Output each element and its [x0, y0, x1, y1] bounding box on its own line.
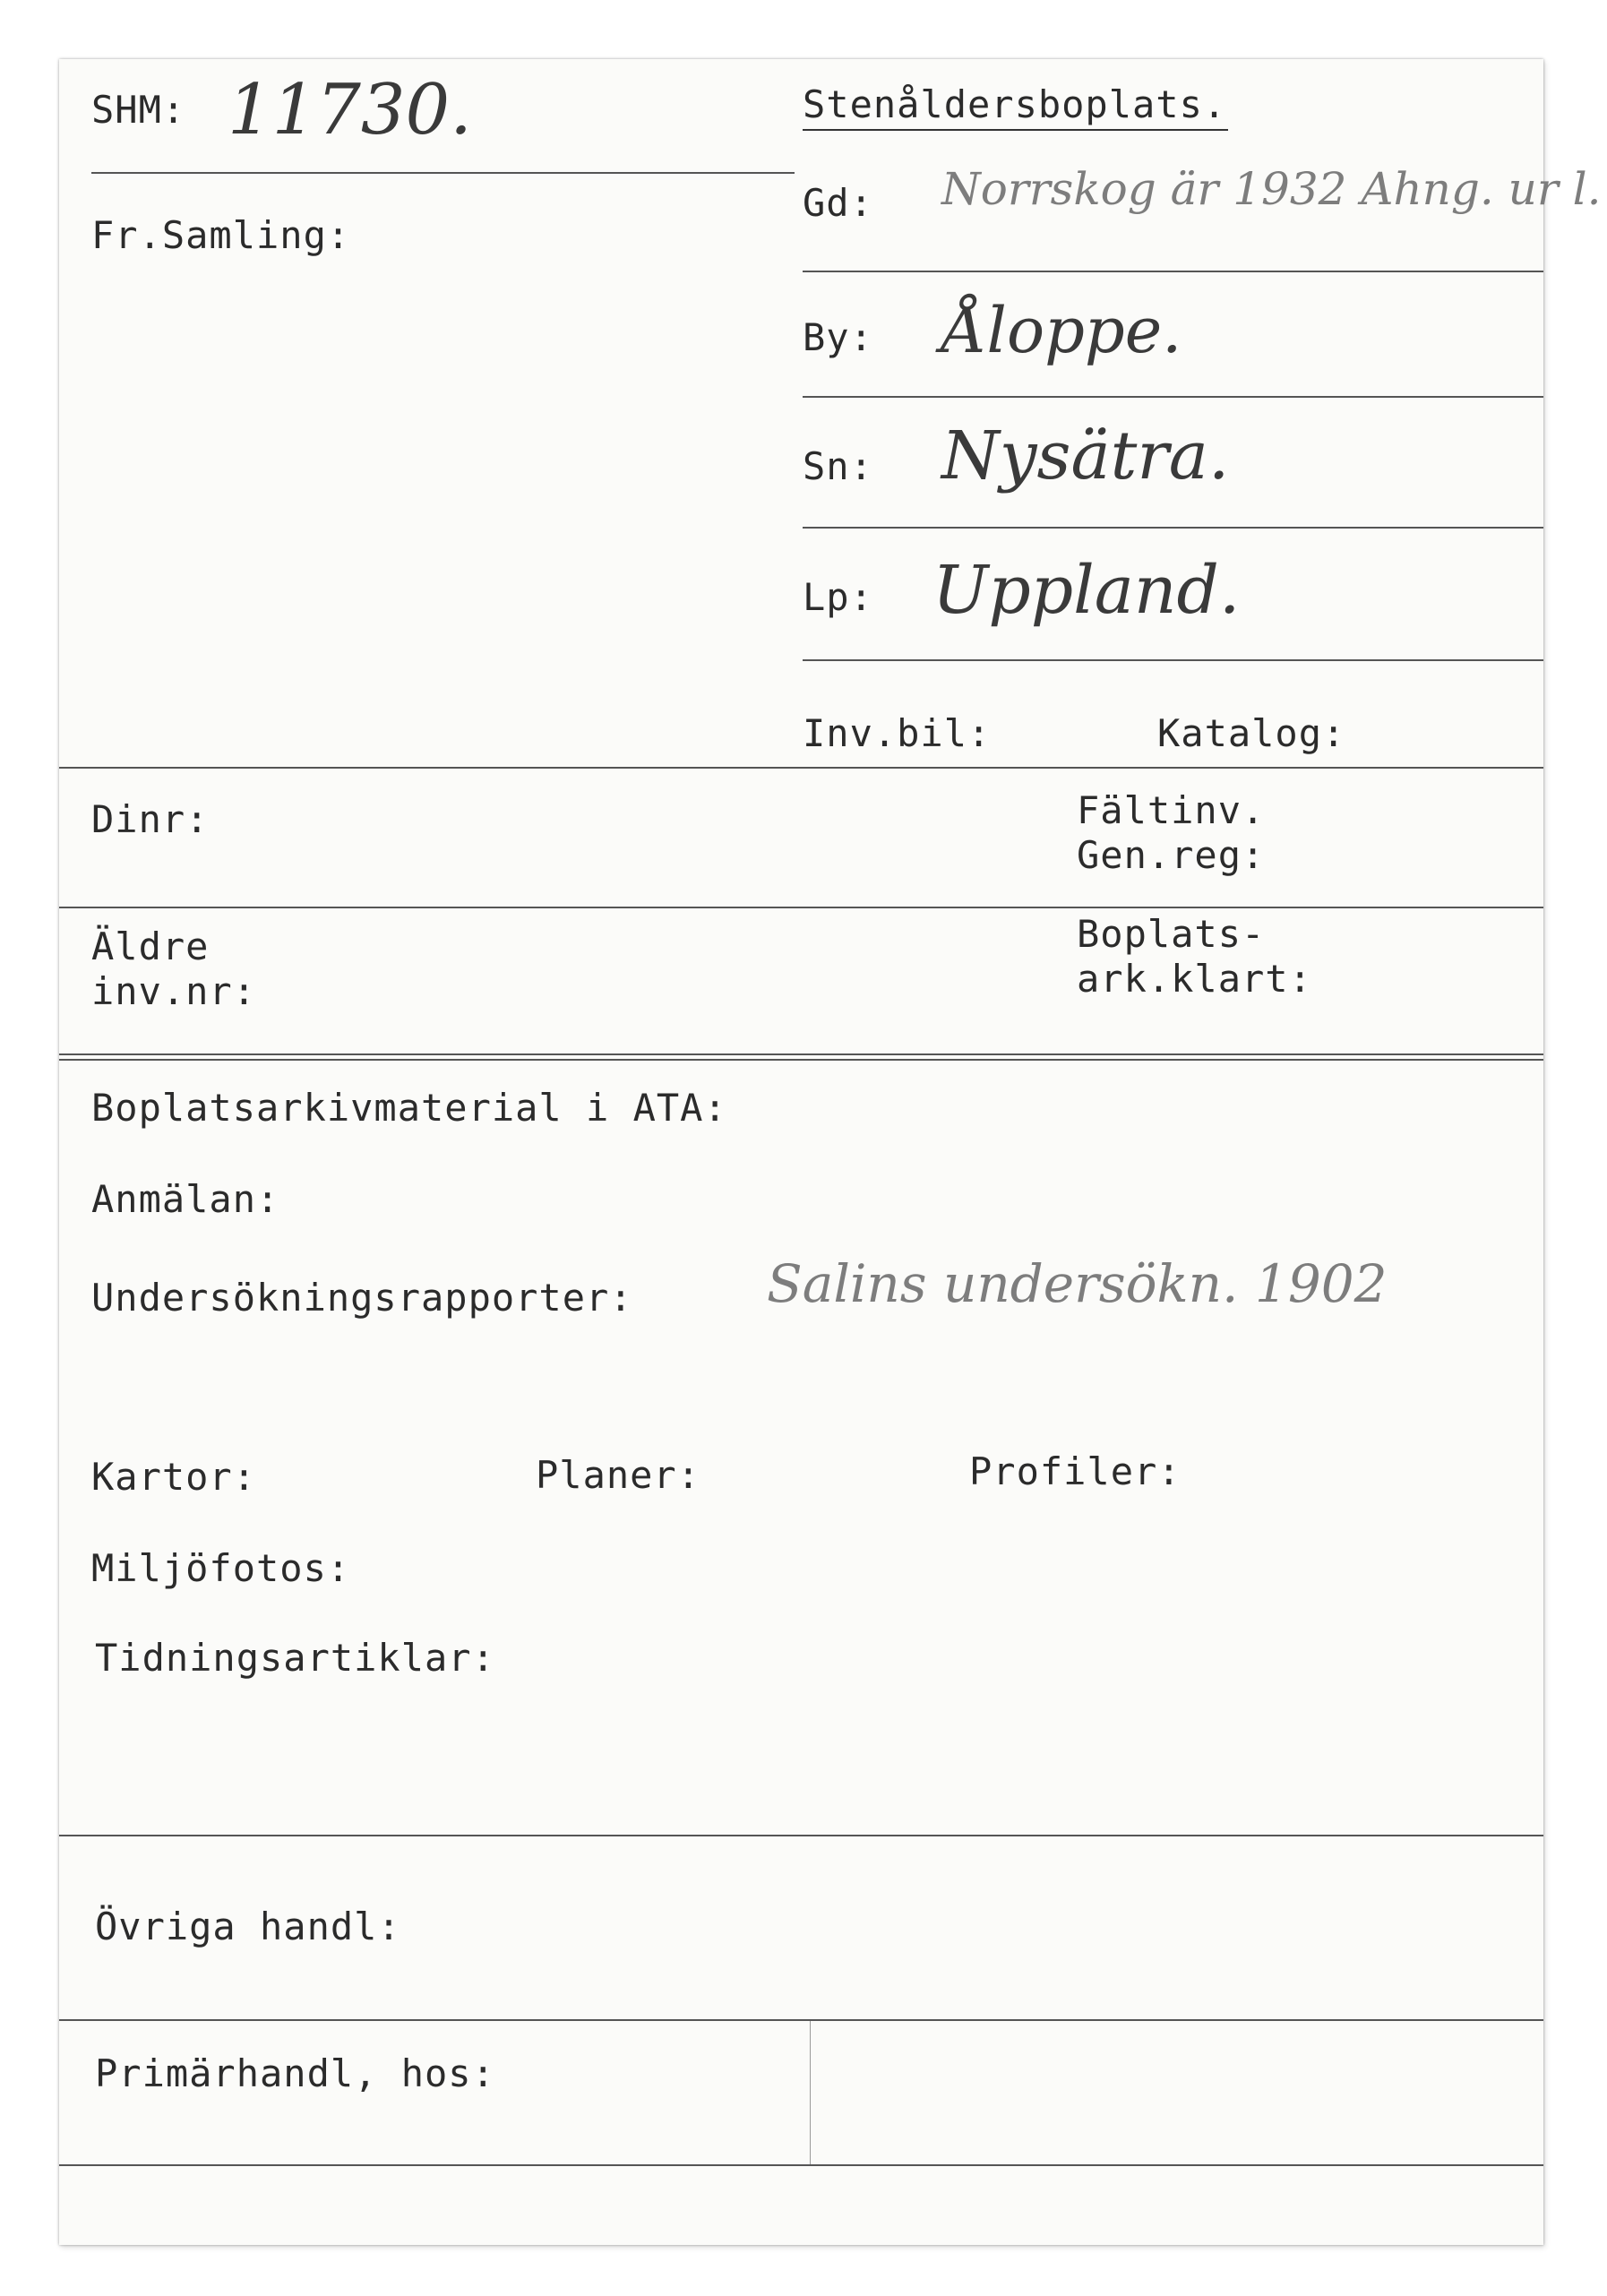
by-line [803, 396, 1543, 398]
gen-reg-label: Gen.reg: [1077, 833, 1266, 877]
kartor-label: Kartor: [91, 1455, 257, 1499]
by-value-handwritten: Åloppe. [941, 294, 1182, 367]
fr-samling-label: Fr.Samling: [91, 213, 351, 257]
ovriga-divider [59, 2019, 1543, 2021]
shm-underline [91, 172, 795, 174]
undersokningsrapporter-label: Undersökningsrapporter: [91, 1276, 633, 1320]
gd-line [803, 271, 1543, 272]
dinr-divider [59, 907, 1543, 908]
anmalan-label: Anmälan: [91, 1177, 280, 1221]
sn-label: Sn: [803, 444, 873, 488]
gd-value-handwritten: Norrskog är 1932 Ahng. ur l. [941, 163, 1602, 215]
katalog-label: Katalog: [1157, 711, 1346, 755]
lp-value-handwritten: Uppland. [932, 552, 1241, 629]
category-title-underline [803, 129, 1228, 131]
tidningsartiklar-label: Tidningsartiklar: [95, 1636, 495, 1680]
index-card [59, 59, 1602, 2245]
dinr-label: Dinr: [91, 797, 210, 841]
primarhandl-label: Primärhandl, hos: [95, 2051, 495, 2095]
boplatsarkivmaterial-label: Boplatsarkivmaterial i ATA: [91, 1086, 727, 1130]
boplats-ark-label-line2: ark.klart: [1077, 957, 1312, 1001]
material-section-divider [59, 1835, 1543, 1836]
shm-label: SHM: [91, 88, 186, 132]
inv-bil-label: Inv.bil: [803, 711, 992, 755]
undersokningsrapporter-value-handwritten: Salins undersökn. 1902 [767, 1253, 1388, 1314]
primarhandl-divider [59, 2164, 1543, 2166]
boplats-ark-label-line1: Boplats- [1077, 912, 1266, 956]
shm-number-handwritten: 11730. [228, 70, 472, 150]
profiler-label: Profiler: [969, 1449, 1182, 1493]
sn-line [803, 527, 1543, 529]
planer-label: Planer: [536, 1453, 701, 1497]
ovriga-handl-label: Övriga handl: [95, 1905, 401, 1948]
lp-line [803, 659, 1543, 661]
header-section-divider [59, 767, 1543, 769]
lp-label: Lp: [803, 575, 873, 619]
gd-label: Gd: [803, 181, 873, 225]
by-label: By: [803, 315, 873, 359]
category-title: Stenåldersboplats. [803, 82, 1227, 126]
miljofotos-label: Miljöfotos: [91, 1546, 351, 1590]
primarhandl-vertical-rule [810, 2021, 811, 2164]
faltinv-label: Fältinv. [1077, 788, 1266, 832]
registry-section-divider [59, 1053, 1543, 1061]
sn-value-handwritten: Nysätra. [941, 417, 1230, 494]
aldre-label-line2: inv.nr: [91, 969, 257, 1013]
aldre-label-line1: Äldre [91, 924, 210, 968]
